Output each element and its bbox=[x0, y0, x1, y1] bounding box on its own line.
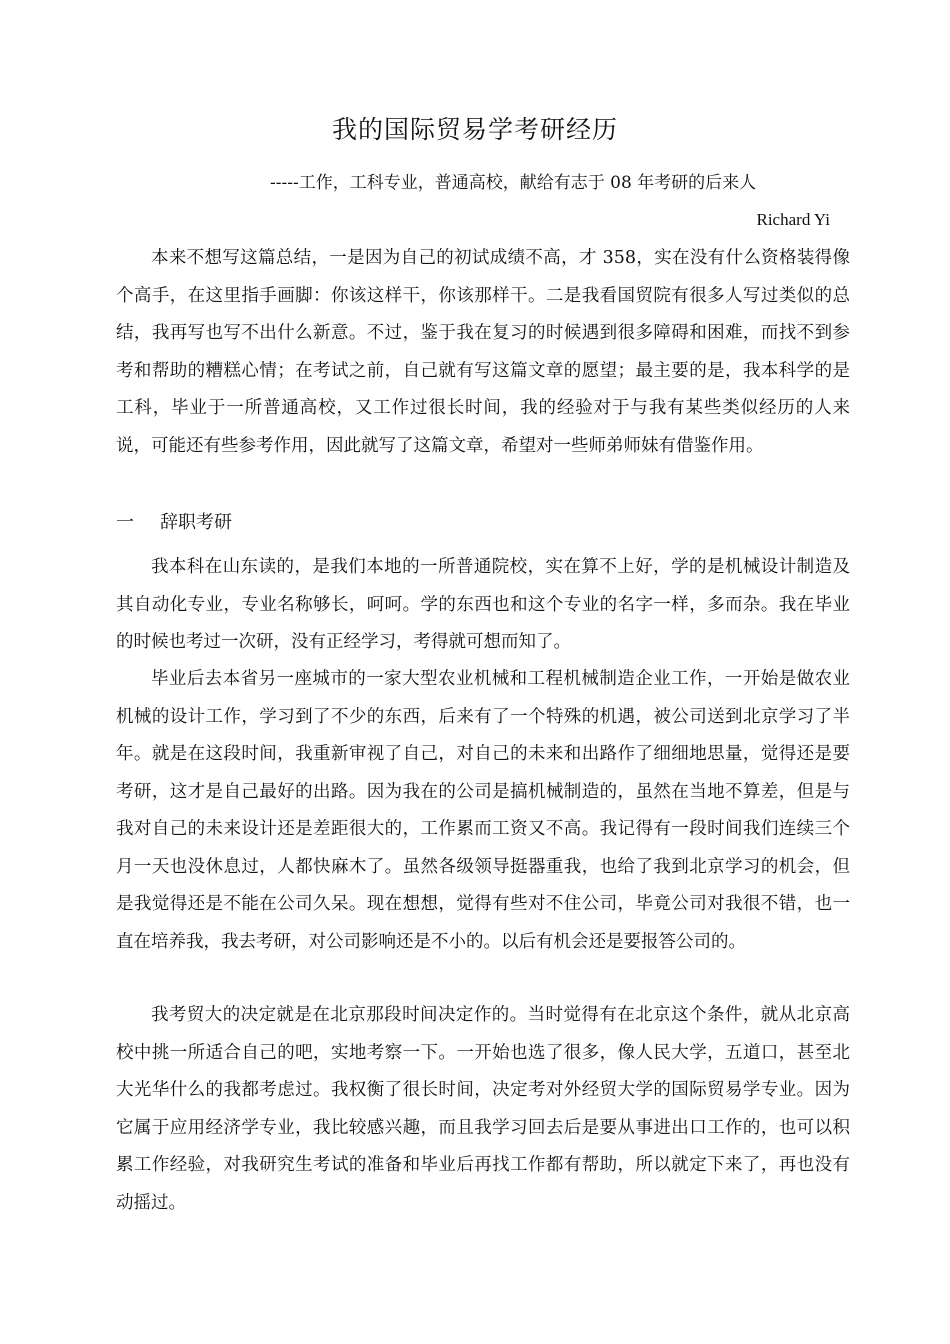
section-number: 一 bbox=[116, 512, 134, 533]
body-paragraph-1: 我本科在山东读的，是我们本地的一所普通院校，实在算不上好，学的是机械设计制造及其自动化专业，专业名称够长，呵呵。学的东西也和这个专业的名字一样，多而杂。我在毕业的时候也考过一次研，没有正经学习，考得就可想而知了。 bbox=[116, 557, 850, 652]
body-paragraph-2: 毕业后去本省另一座城市的一家大型农业机械和工程机械制造企业工作，一开始是做农业机械的设计工作，学习到了不少的东西，后来有了一个特殊的机遇，被公司送到北京学习了半年。就是在这段时间，我重新审视了自己，对自己的未来和出路作了细细地思量，觉得还是要考研，这才是自己最好的出路。因为我在的公司是搞机械制造的，虽然在当地不算差，但是与我对自己的未来设计还是差距很大的，工作累而工资又不高。我记得有一段时间我们连续三个月一天也没休息过，人都快麻木了。虽然各级领导挺器重我，也给了我到北京学习的机会，但是我觉得还是不能在公司久呆。现在想想，觉得有些对不住公司，毕竟公司对我很不错，也一直在培养我，我去考研，对公司影响还是不小的。以后有机会还是要报答公司的。 bbox=[116, 669, 850, 952]
body-paragraph-3: 我考贸大的决定就是在北京那段时间决定作的。当时觉得有在北京这个条件，就从北京高校中挑一所适合自己的吧，实地考察一下。一开始也选了很多，像人民大学，五道口，甚至北大光华什么的我都考虑过。我权衡了很长时间，决定考对外经贸大学的国际贸易学专业。因为它属于应用经济学专业，我比较感兴趣，而且我学习回去后是要从事进出口工作的，也可以积累工作经验，对我研究生考试的准备和毕业后再找工作都有帮助，所以就定下来了，再也没有动摇过。 bbox=[116, 1005, 850, 1213]
document-subtitle: -----工作，工科专业，普通高校，献给有志于 08 年考研的后来人 bbox=[270, 173, 757, 193]
author-name: Richard Yi bbox=[756, 210, 830, 229]
intro-paragraph: 本来不想写这篇总结，一是因为自己的初试成绩不高，才 358，实在没有什么资格装得像个高手，在这里指手画脚：你该这样干，你该那样干。二是我看国贸院有很多人写过类似的总结，我再写也写不出什么新意。不过，鉴于我在复习的时候遇到很多障碍和困难，而找不到参考和帮助的糟糕心情；在考试之前，自己就有写这篇文章的愿望；最主要的是，我本科学的是工科，毕业于一所普通高校，又工作过很长时间，我的经验对于与我有某些类似经历的人来说，可能还有些参考作用，因此就写了这篇文章，希望对一些师弟师妹有借鉴作用。 bbox=[116, 248, 850, 456]
section-heading bbox=[116, 508, 232, 538]
document-title: 我的国际贸易学考研经历 bbox=[331, 115, 618, 144]
section-title: 辞职考研 bbox=[160, 512, 232, 533]
